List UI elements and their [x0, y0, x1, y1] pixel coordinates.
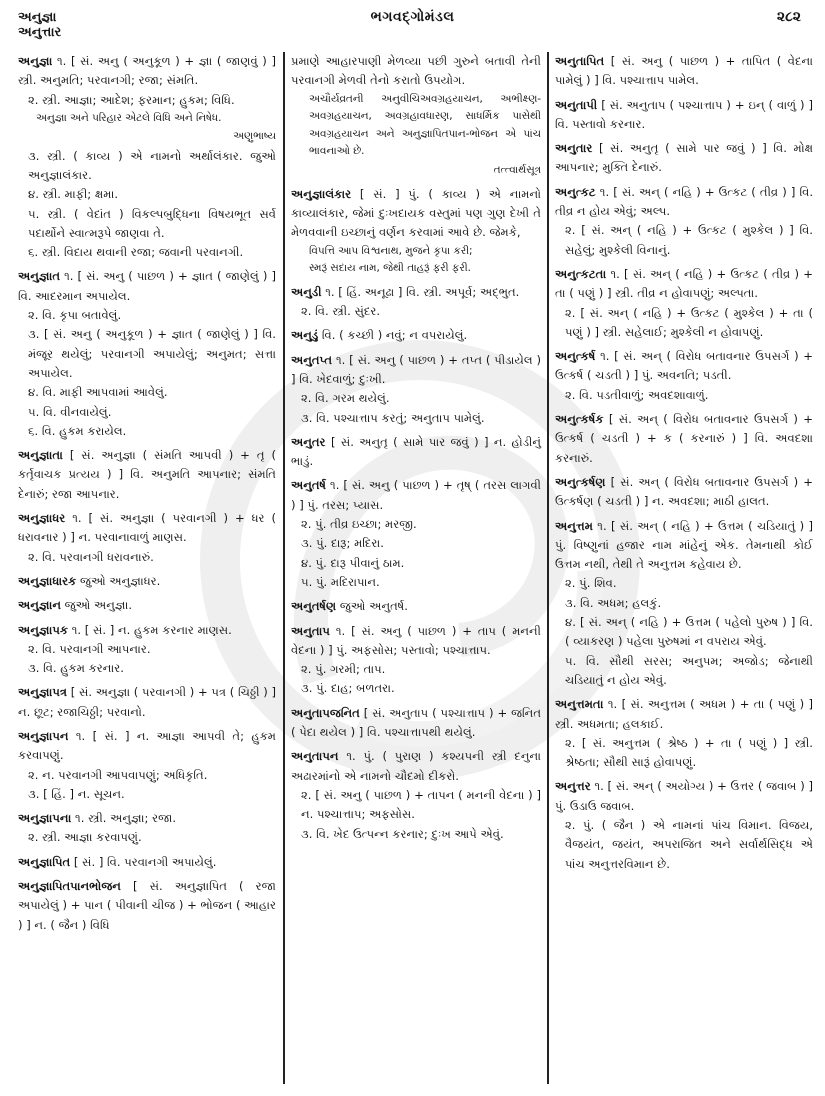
dictionary-entry — [18, 446, 276, 504]
definition-text: [ સં. અનુતૃ ( સામે પાર જવું ) ] વિ. મોક્ષ આપનાર; મુક્તિ દેનારું. — [555, 141, 814, 175]
headword: અનુત્કર્ષ — [555, 349, 596, 364]
dictionary-entry — [18, 877, 276, 935]
sense: ૩. [ સં. અનુ ( અનુકૂળ ) + જ્ઞાત ( જાણેલું ) ] વિ. મંજૂર થયેલું; પરવાનગી અપાયેલું; અનુમત; સત્તા અપાયેલ. — [28, 327, 276, 380]
headword: અનુજ્ઞા — [18, 54, 53, 68]
headword: અનુજ્ઞાપિતપાનભોજન — [18, 879, 121, 894]
dictionary-entry — [291, 283, 541, 322]
dictionary-entry — [18, 853, 276, 872]
dictionary-entry — [18, 596, 276, 615]
definition-text: [ સં. અનુજ્ઞા ( પરવાનગી ) + પત્ર ( ચિઠ્ઠી ) ] ન. છૂટ; રજાચિઠ્ઠી; પરવાનો. — [18, 685, 276, 719]
definition-text: ૧. [ સં. અનુજ્ઞા ( પરવાનગી ) + ધર ( ધરાવનાર ) ] ન. પરવાનાવાળું માણસ. — [18, 511, 276, 545]
definition-text: [ સં. ] વિ. પરવાનગી અપાયેલું. — [73, 854, 217, 869]
headword: અનુતાપિત — [555, 54, 605, 68]
headword: અનુતર — [291, 434, 326, 449]
citation-quote: અનુજ્ઞા અને પરિહાર એટલે વિધિ અને નિષેધ. — [36, 111, 222, 124]
headword: અનુત્કર્ષક — [555, 412, 604, 427]
sense: ૪. પું. દારૂ પીવાનું ઠામ. — [301, 555, 405, 570]
verse-line: વિપત્તિ આપ વિશ્વનાથ, મુજને કૃપા કરી; — [309, 244, 473, 257]
sense: ૩. [ હિં. ] ન. સૂચન. — [28, 786, 125, 801]
sense: ૨. વિ. પરવાનગી આપનાર. — [28, 641, 151, 656]
dictionary-entry — [291, 597, 541, 616]
sense: ૨. વિ. પરવાનગી ધરાવનારું. — [28, 549, 154, 564]
sense: ૩. વિ. ખેદ ઉત્પન્ન કરનાર; દુઃખ આપે એવું. — [301, 826, 504, 841]
sense: ૨. ન. પરવાનગી આપવાપણું; અધિકૃતિ. — [28, 767, 208, 782]
sense: ૩. વિ. પશ્ચાત્તાપ કરતું; અનુતાપ પામેલું. — [301, 410, 485, 425]
sense: ૩. પું. દારૂ; મદિરા. — [301, 536, 384, 551]
headword: અનુજ્ઞાલંકાર — [291, 186, 352, 201]
sense: ૩. વિ. અધમ; હલકું. — [565, 595, 662, 610]
headword: અનુત્કટ — [555, 184, 596, 199]
headword: અનુજ્ઞાપન — [18, 729, 69, 743]
sense: ૬. સ્ત્રી. વિદાય થવાની રજા; જવાની પરવાનગી. — [28, 245, 244, 260]
headword: અનુત્તર — [555, 779, 591, 794]
page-header — [0, 0, 825, 50]
sense: ૨. વિ. પડતીવાળું; અવદશાવાળું. — [565, 387, 709, 402]
sense: ૨. વિ. કૃપા બતાવેલું. — [28, 308, 122, 323]
definition-text: ૧. [ સં. ] ન. હુકમ કરનાર માણસ. — [71, 622, 232, 637]
headword: અનુજ્ઞાધારક — [18, 573, 77, 588]
sense: ૩. સ્ત્રી. ( કાવ્ય ) એ નામનો અર્થાલંકાર. જુઓ અનુજ્ઞાલંકાર. — [28, 148, 276, 182]
headword: અનુતર્ષણ — [291, 599, 337, 614]
dictionary-entry — [555, 695, 813, 772]
dictionary-entry — [291, 326, 541, 345]
dictionary-entry — [18, 727, 276, 804]
dictionary-entry — [291, 351, 541, 428]
guide-word-last: અનુત્તાર — [18, 25, 62, 40]
sense: ૨. પું. શિવ. — [565, 576, 617, 591]
definition-text: ૧. [ સં. અનુ ( પાછળ ) + જ્ઞાત ( જાણેલું ) ] વિ. આદરમાન અપાયેલ. — [18, 269, 276, 303]
dictionary-entry — [555, 410, 813, 468]
dictionary-entry — [291, 476, 541, 592]
dictionary-entry — [555, 517, 813, 691]
definition-text: ૧. [ હિં. અનૂઢા ] વિ. સ્ત્રી. અપૂર્વ; અદ્ભુત. — [325, 284, 520, 299]
dictionary-entry — [18, 621, 276, 679]
sense: ૫. વિ. સૌથી સરસ; અનુપમ; અજોડ; જેનાથી ચડિયાતું ન હોય એવું. — [565, 653, 813, 687]
headword: અનુત્તમ — [555, 518, 593, 533]
dictionary-entry — [555, 347, 813, 405]
sense: ૨. પું. ( જૈન ) એ નામનાં પાંચ વિમાન. વિજય, વૈજયંત, જયંત, અપરાજિત અને સર્વાર્થસિદ્ધ એ પાંચ અનુત્તરવિમાન છે. — [565, 817, 813, 871]
column-right — [555, 52, 813, 879]
definition-text: [ સં. ] પું. ( કાવ્ય ) એ નામનો કાવ્યાલંકાર, જેમાં દુઃખદાયક વસ્તુમાં પણ ગુણ દેખી તે મેળવવાની ઇચ્છાનું વર્ણન કરવામાં આવે છે. જેમકે, — [291, 186, 542, 240]
column-divider — [547, 52, 549, 1084]
definition-text: [ સં. અન્ ( વિરોધ બતાવનાર ઉપસર્ગ ) + ઉત્કર્ષણ ( ચડતી ) ] ન. અવદશા; માઠી હાલત. — [555, 474, 813, 509]
sense: ૫. પું. મદિરાપાન. — [301, 574, 380, 589]
definition-text: ૧. [ સં. અનુ ( પાછળ ) + તપ્ત ( પીડાયેલ ) ] વિ. ખેદવાળું; દુઃખી. — [291, 352, 541, 386]
sense: ૨. [ સં. અન્ ( નહિ ) + ઉત્કટ ( મુશ્કેલ ) + તા ( પણું ) ] સ્ત્રી. સહેલાઈ; મુશ્કેલી ન હોવાપણું. — [565, 305, 813, 339]
definition-text: ૧. [ સં. ] ન. આજ્ઞા આપવી તે; હુકમ કરવાપણું. — [18, 729, 276, 763]
definition-text: ૧. [ સં. અનુ ( અનુકૂળ ) + જ્ઞા ( જાણવું ) ] સ્ત્રી. અનુમતિ; પરવાનગી; રજા; સંમતિ. — [18, 54, 276, 88]
definition-text: [ સં. અનુતૃ ( સામે પાર જવું ) ] ન. હોડીનું ભાડું. — [291, 434, 542, 469]
citation-source: અણુભાષ્ય — [233, 130, 276, 143]
dictionary-entry — [18, 52, 276, 262]
headword: અનુતાપન — [291, 749, 339, 764]
headword: અનુજ્ઞાધર — [18, 511, 66, 526]
headword: અનુત્તમતા — [555, 697, 604, 712]
dictionary-entry — [555, 183, 813, 260]
definition-text: ૧. પું. ( પુરાણ ) કશ્યપની સ્ત્રી દનુના અઢારમાંનો એ નામનો ચૌદમો દીકરો. — [291, 749, 541, 783]
dictionary-entry — [555, 52, 813, 91]
sense: ૪. [ સં. અન્ ( નહિ ) + ઉત્તમ ( પહેલો પુરુષ ) ] વિ. ( વ્યાકરણ ) પહેલા પુરુષમાં ન વપરાય એવું. — [565, 615, 813, 649]
sense: ૫. વિ. વીનવાયેલું. — [28, 404, 112, 419]
page-title: ભગવદ્ગોમંડલ — [370, 9, 455, 25]
headword: અનુજ્ઞાપિત — [18, 854, 71, 869]
sense: ૨. [ સં. અન્ ( નહિ ) + ઉત્કટ ( મુશ્કેલ ) ] વિ. સહેલું; મુશ્કેલી વિનાનું. — [565, 223, 813, 257]
dictionary-entry — [18, 809, 276, 848]
sense: ૨. સ્ત્રી. આજ્ઞા; આદેશ; ફરમાન; હુકમ; વિધિ. — [28, 92, 235, 107]
headword: અનુજ્ઞાતા — [18, 448, 63, 463]
cross-reference: જુઓ અનુતર્ષ. — [339, 599, 408, 614]
headword: અનુડી — [291, 284, 322, 299]
dictionary-entry — [291, 704, 541, 743]
headword: અનુતાર — [555, 141, 593, 156]
sense: ૫. સ્ત્રી. ( વેદાંત ) વિકલ્પબુદ્ધિના વિષયભૂત સર્વ પદાર્થોને સ્વાત્મરૂપે જાણવા તે. — [28, 206, 276, 240]
dictionary-entry — [291, 433, 541, 472]
definition-text: [ સં. અનુજ્ઞા ( સંમતિ આપવી ) + તૃ ( કર્તૃવાચક પ્રત્યય ) ] વિ. અનુમતિ આપનાર; સંમતિ દેનારું; રજા આપનાર. — [18, 448, 277, 501]
headword: અનુજ્ઞાપના — [18, 811, 72, 826]
definition-text: વિ. ( કચ્છી ) નવું; ન વપરાયેલું. — [321, 328, 468, 343]
verse-line: સ્મરૂં સદાય નામ, જેથી તાહરૂં ફરી ફરી. — [309, 262, 471, 275]
headword: અનુજ્ઞાન — [18, 598, 61, 613]
sense: ૩. પું. દાહ; બળતરા. — [301, 681, 395, 696]
sense: ૩. વિ. હુકમ કરનાર. — [28, 661, 124, 676]
cross-reference: જુઓ અનુજ્ઞા. — [64, 598, 133, 613]
column-left — [18, 52, 276, 940]
column-divider — [283, 52, 285, 1084]
definition-text: ૧. [ સં. અન્ ( અયોગ્ય ) + ઉત્તર ( જવાબ ) ] પું. ઉડાઉ જવાબ. — [555, 779, 813, 813]
dictionary-entry — [18, 683, 276, 722]
definition-text: ૧. [ સં. અન્ ( નહિ ) + ઉત્તમ ( ચડિયાતું ) ] પું. વિષ્ણુનાં હજાર નામ માંહેનું એક. તેમનાથી કોઈ ઉત્તમ નથી, તેથી તે અનુત્તમ કહેવાય છે. — [555, 518, 814, 572]
dictionary-entry — [555, 139, 813, 178]
headword: અનુતર્ષ — [291, 478, 327, 493]
sense: ૨. પું. ગરમી; તાપ. — [301, 662, 386, 677]
dictionary-entry — [555, 265, 813, 342]
continuation-text: પ્રમાણે આહારપાણી મેળવ્યા પછી ગુરુને બતાવી તેની પરવાનગી મેળવી તેનો કરાતો ઉપયોગ. — [291, 54, 541, 88]
sense: ૪. વિ. માફી આપવામાં આવેલું. — [28, 385, 168, 400]
definition-text: ૧. [ સં. અનુત્તમ ( અધમ ) + તા ( પણું ) ] સ્ત્રી. અધમતા; હલકાઈ. — [555, 697, 814, 731]
entry-continuation — [291, 52, 541, 180]
definition-text: [ સં. અનુ ( પાછળ ) + તાપિત ( વેદના પામેલું ) ] વિ. પશ્ચાત્તાપ પામેલ. — [555, 54, 813, 88]
definition-text: ૧. [ સં. અન્ ( નહિ ) + ઉત્કટ ( તીવ્ર ) ] વિ. તીવ્ર ન હોય એવું; અલ્પ. — [555, 184, 814, 219]
headword: અનુતાપજનિત — [291, 705, 360, 720]
sense: ૪. સ્ત્રી. માફી; ક્ષમા. — [28, 187, 119, 202]
definition-text: [ સં. અનુતાપ ( પશ્ચાત્તાપ ) + જનિત ( પેદા થયેલ ) ] વિ. પશ્ચાત્તાપથી થયેલું. — [291, 705, 542, 740]
page-number: ૨૮૨ — [776, 9, 801, 25]
definition-text: [ સં. અન્ ( વિરોધ બતાવનાર ઉપસર્ગ ) + ઉત્કર્ષ ( ચડતી ) + ક ( કરનારું ) ] વિ. અવદશા કરનારું. — [555, 412, 813, 465]
definition-text: ૧. [ સં. અન્ ( નહિ ) + ઉત્કટ ( તીવ્ર ) + તા ( પણું ) ] સ્ત્રી. તીવ્ર ન હોવાપણું; અલ્પતા. — [555, 266, 813, 301]
headword: અનુજ્ઞાત — [18, 269, 61, 284]
definition-text: ૧. [ સં. અનુ ( પાછળ ) + તૃષ્ ( તરસ લાગવી ) ] પું. તરસ; પ્યાસ. — [291, 478, 541, 512]
dictionary-entry — [555, 777, 813, 873]
dictionary-entry — [291, 622, 541, 699]
sense: ૬. વિ. હુકમ કરાયેલ. — [28, 423, 127, 438]
sense: ૨. વિ. ગરમ થયેલું. — [301, 391, 390, 406]
dictionary-entry — [18, 267, 276, 441]
definition-text: ૧. સ્ત્રી. અનુજ્ઞા; રજા. — [75, 811, 177, 826]
headword: અનુતપ્ત — [291, 352, 333, 367]
headword: અનુતાપી — [555, 97, 598, 112]
headword: અનુતાપ — [291, 623, 330, 638]
definition-text: ૧. [ સં. અનુ ( પાછળ ) + તાપ ( મનની વેદના ) ] પું. અફસોસ; પસ્તાવો; પશ્ચાત્તાપ. — [291, 623, 541, 657]
dictionary-entry — [291, 185, 541, 278]
headword: અનુડું — [291, 328, 319, 343]
definition-text: ૧. [ સં. અન્ ( વિરોધ બતાવનાર ઉપસર્ગ ) + ઉત્કર્ષ ( ચડતી ) ] પું. અવનતિ; પડતી. — [555, 349, 813, 383]
sense: ૨. પું. તીવ્ર ઇચ્છા; મરજી. — [301, 517, 417, 532]
cross-reference: જુઓ અનુજ્ઞાધર. — [79, 573, 161, 588]
dictionary-entry — [291, 747, 541, 843]
dictionary-entry — [18, 509, 276, 567]
dictionary-entry — [555, 96, 813, 135]
headword: અનુત્કર્ષણ — [555, 474, 606, 489]
column-middle — [291, 52, 541, 849]
dictionary-entry — [18, 572, 276, 591]
citation-quote: અચૌર્યવ્રતની અનુવીચિઅવગ્રહયાચન, અભીક્ષ્ણ-અવગ્રહયાચન, અવગ્રહાવધારણ, સાધર્મિક પાસેથી અવગ્રહયાચન અને અનુજ્ઞાપિતપાન-ભોજન એ પાંચ ભાવનાઓ છે. — [309, 92, 541, 158]
headword: અનુજ્ઞાપક — [18, 622, 69, 637]
definition-text: [ સં. અનુજ્ઞાપિત ( રજા અપાયેલું ) + પાન ( પીવાની ચીજ ) + ભોજન ( આહાર ) ] ન. ( જૈન ) વિધિ — [18, 879, 276, 932]
sense: ૨. સ્ત્રી. આજ્ઞા કરવાપણું. — [28, 830, 142, 845]
definition-text: [ સં. અનુતાપ ( પશ્ચાત્તાપ ) + ઇન્ ( વાળું ) ] વિ. પસ્તાવો કરનાર. — [555, 97, 813, 131]
headword: અનુત્કટતા — [555, 266, 607, 281]
citation-source: તત્ત્વાર્થસૂત્ર — [493, 163, 541, 176]
guide-word-first: અનુજ્ઞા — [18, 10, 57, 25]
sense: ૨. વિ. સ્ત્રી. સુંદર. — [301, 304, 381, 319]
dictionary-entry — [555, 473, 813, 512]
sense: ૨. [ સં. અનુત્તમ ( શ્રેષ્ઠ ) + તા ( પણું ) ] સ્ત્રી. શ્રેષ્ઠતા; સૌથી સારૂં હોવાપણું. — [565, 735, 813, 770]
sense: ૨. [ સં. અનુ ( પાછળ ) + તાપન ( મનની વેદના ) ] ન. પશ્ચાત્તાપ; અફસોસ. — [301, 787, 541, 822]
headword: અનુજ્ઞાપત્ર — [18, 685, 67, 700]
